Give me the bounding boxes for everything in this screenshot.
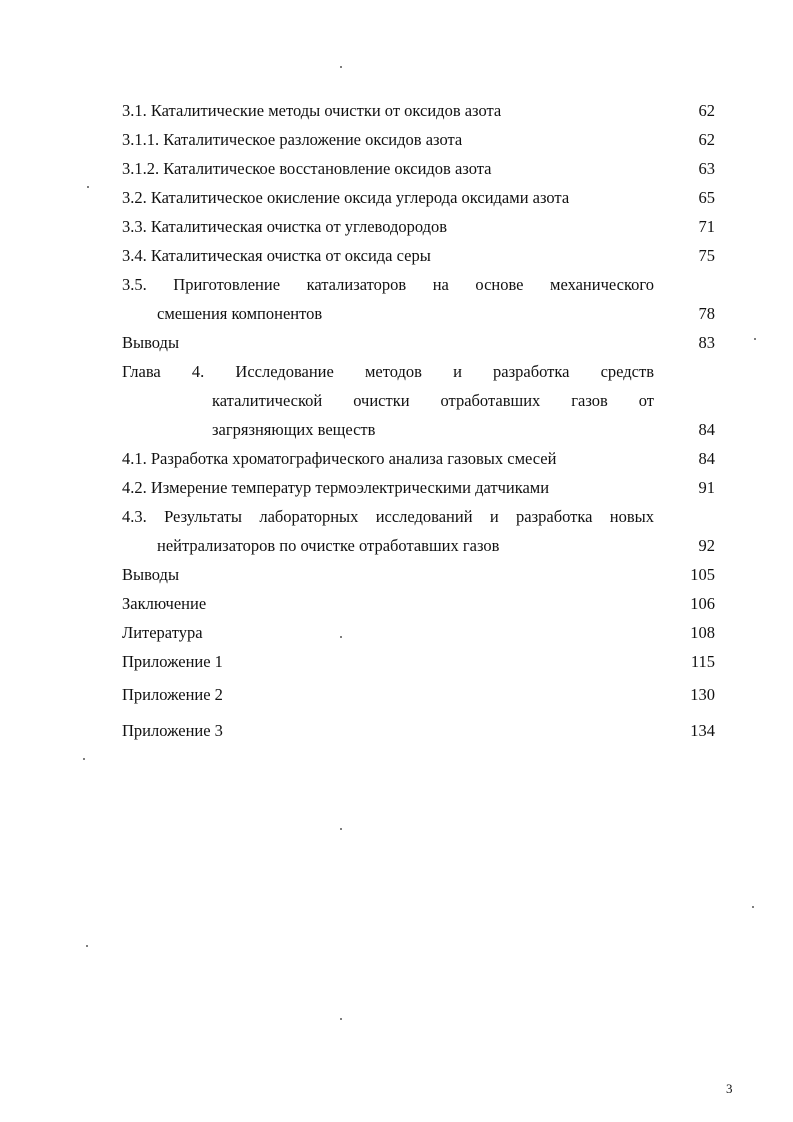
toc-entry-page: 78 (698, 304, 715, 323)
toc-entry-text: Литература (122, 623, 203, 642)
toc-entry-text: 4.2. Измерение температур термоэлектрическими датчиками (122, 478, 550, 497)
toc-entry (122, 444, 715, 473)
toc-entry-text: смешения компонентов (157, 304, 323, 323)
toc-entry-text: Приложение 1 (122, 652, 223, 671)
toc-entry-text: Приложение 2 (122, 685, 223, 704)
toc-entry-page: 62 (698, 101, 715, 120)
toc-entry-text: Приложение 3 (122, 721, 223, 740)
toc-entry (122, 328, 715, 357)
toc-entry-page: 105 (690, 565, 715, 584)
toc-entry-text: каталитической очистки отработавших газов от (212, 391, 654, 410)
toc-entry-text: Выводы (122, 565, 180, 584)
toc-entry-text: Глава 4. Исследование методов и разработка средств (122, 362, 654, 381)
toc-entry (122, 241, 715, 270)
scan-speck (752, 906, 754, 908)
toc-entry (122, 589, 715, 618)
toc-entry (122, 473, 715, 502)
toc-entry (122, 502, 715, 531)
scan-speck (340, 828, 342, 830)
scan-speck (340, 1018, 342, 1020)
toc-entry-text: 3.4. Каталитическая очистка от оксида серы (122, 246, 431, 265)
toc-entry (122, 270, 715, 299)
toc-entry (122, 676, 715, 713)
toc-entry-page: 62 (698, 130, 715, 149)
toc-entry (122, 647, 715, 676)
toc-entry-page: 134 (690, 721, 715, 740)
scan-speck (83, 758, 85, 760)
toc-entry-page: 108 (690, 623, 715, 642)
scan-speck (87, 186, 89, 188)
toc-entry-page: 75 (698, 246, 715, 265)
toc-entry (122, 531, 715, 560)
toc-entry-page: 91 (698, 478, 715, 497)
toc-entry (122, 560, 715, 589)
toc-entry-page: 63 (698, 159, 715, 178)
toc-entry-text: 3.3. Каталитическая очистка от углеводородов (122, 217, 448, 236)
toc-entry-page: 83 (698, 333, 715, 352)
scan-speck (754, 338, 756, 340)
page-number: 3 (726, 1081, 733, 1096)
toc-entry (122, 386, 715, 415)
toc-entry-text: нейтрализаторов по очистке отработавших газов (157, 536, 500, 555)
toc-entry (122, 618, 715, 647)
toc-entry-text: 3.1.1. Каталитическое разложение оксидов азота (122, 130, 463, 149)
toc-entry (122, 212, 715, 241)
toc-entry-text: загрязняющих веществ (212, 420, 376, 439)
toc-entry (122, 713, 715, 749)
toc-entry-page: 130 (690, 685, 715, 704)
toc-entry-text: 4.1. Разработка хроматографического анализа газовых смесей (122, 449, 557, 468)
table-of-contents (122, 96, 715, 749)
scan-speck (340, 636, 342, 638)
toc-entry (122, 415, 715, 444)
scan-speck (340, 66, 342, 68)
toc-entry-page: 84 (698, 449, 715, 468)
toc-entry-text: 3.5. Приготовление катализаторов на основе механического (122, 275, 654, 294)
toc-entry (122, 154, 715, 183)
toc-entry-page: 115 (690, 652, 715, 671)
scan-speck (86, 945, 88, 947)
toc-entry (122, 357, 715, 386)
toc-entry-page: 84 (698, 420, 715, 439)
toc-entry-text: 3.1. Каталитические методы очистки от оксидов азота (122, 101, 502, 120)
toc-entry-page: 71 (698, 217, 715, 236)
toc-entry-text: Выводы (122, 333, 180, 352)
toc-entry-text: Заключение (122, 594, 207, 613)
toc-entry (122, 183, 715, 212)
toc-entry-page: 92 (698, 536, 715, 555)
toc-entry-text: 4.3. Результаты лабораторных исследований и разработка новых (122, 507, 654, 526)
toc-entry-page: 106 (690, 594, 715, 613)
toc-entry-page: 65 (698, 188, 715, 207)
toc-entry (122, 125, 715, 154)
toc-entry-text: 3.2. Каталитическое окисление оксида углерода оксидами азота (122, 188, 570, 207)
toc-entry (122, 299, 715, 328)
toc-entry-text: 3.1.2. Каталитическое восстановление оксидов азота (122, 159, 492, 178)
toc-entry (122, 96, 715, 125)
